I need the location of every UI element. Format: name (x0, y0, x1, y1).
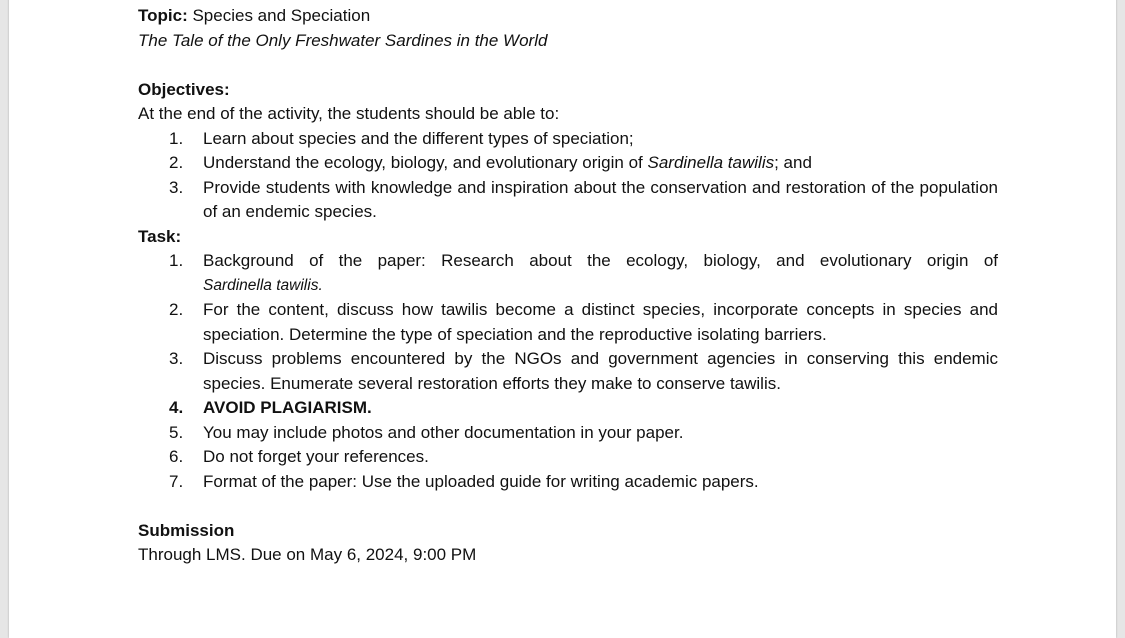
list-number: 5. (169, 422, 184, 442)
task-text: You may include photos and other documentation in your paper. (203, 422, 684, 442)
task-heading: Task: (138, 226, 182, 246)
spacer (138, 494, 998, 519)
list-number: 2. (169, 153, 184, 172)
list-number: 1. (169, 128, 184, 148)
task-item (138, 396, 998, 421)
task-text: Format of the paper: Use the uploaded guide for writing academic papers. (203, 471, 759, 491)
topic-label: Topic: (138, 6, 188, 25)
objectives-intro: At the end of the activity, the students should be able to: (138, 104, 560, 123)
list-number: 1. (169, 251, 184, 270)
document-page (9, 0, 1116, 638)
objective-text: Learn about species and the different types of speciation; (203, 128, 634, 148)
list-number: 4. (169, 398, 184, 417)
task-text: Discuss problems encountered by the NGOs and government agencies in conserving this endemic species. Enumerate several restoration efforts they make to conserve tawilis. (203, 349, 998, 393)
objectives-list (138, 127, 998, 225)
species-name: Sardinella tawilis. (203, 276, 323, 294)
list-number: 3. (169, 177, 184, 197)
submission-text: Through LMS. Due on May 6, 2024, 9:00 PM (138, 545, 477, 564)
species-name: Sardinella tawilis (647, 153, 775, 172)
task-item (138, 445, 998, 470)
document-content (138, 4, 998, 568)
objective-item (138, 127, 998, 152)
list-number: 2. (169, 300, 184, 319)
submission-heading: Submission (138, 520, 235, 540)
task-text (203, 249, 998, 274)
objective-text-post: ; and (774, 153, 812, 172)
spacer (138, 53, 998, 78)
task-text-main: Background of the paper: Research about the ecology, biology, and evolutionary origin of (203, 251, 998, 270)
objective-item (138, 176, 998, 225)
task-item (138, 347, 998, 396)
task-item (138, 249, 998, 298)
objective-text: Provide students with knowledge and inspiration about the conservation and restoration of the population of an endemic species. (203, 177, 998, 221)
task-text: For the content, discuss how tawilis become a distinct species, incorporate concepts in species and speciation. Determine the type of speciation and the reproductive isolating barriers. (203, 300, 998, 344)
task-list (138, 249, 998, 494)
task-item (138, 298, 998, 347)
task-item (138, 421, 998, 446)
task-text: AVOID PLAGIARISM. (203, 398, 372, 417)
objective-text-pre: Understand the ecology, biology, and evolutionary origin of (203, 153, 648, 172)
topic-value: Species and Speciation (192, 6, 371, 25)
task-item (138, 470, 998, 495)
objective-text (203, 151, 998, 176)
task-text: Do not forget your references. (203, 447, 429, 466)
list-number: 7. (169, 471, 184, 491)
list-number: 6. (169, 447, 184, 466)
list-number: 3. (169, 349, 184, 368)
topic-line (138, 4, 998, 29)
topic-subtitle: The Tale of the Only Freshwater Sardines in the World (138, 30, 548, 50)
objectives-heading: Objectives: (138, 79, 230, 99)
objective-item (138, 151, 998, 176)
